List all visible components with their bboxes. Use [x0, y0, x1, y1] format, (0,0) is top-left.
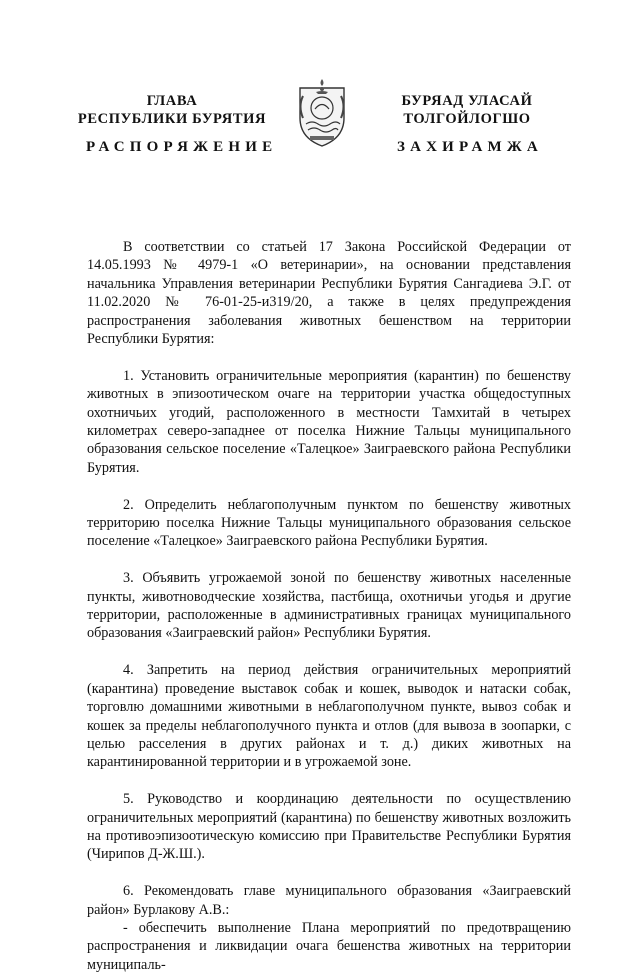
document-type-bua: ЗАХИРАМЖА — [397, 139, 543, 155]
document-header — [0, 0, 640, 170]
issuer-title-bua-line2: ТОЛГОЙЛОГШО — [403, 111, 531, 127]
order-item-2: 2. Определить неблагополучным пунктом по бешенству животных территорию поселка Нижние Тальцы муниципального образования сельское поселение «Талецкое» Заиграевского района Республики Бурятия. — [87, 496, 571, 550]
order-item-4: 4. Запретить на период действия ограничительных мероприятий (карантина) проведение выставок собак и кошек, выводок и натаски собак, торговлю домашними животными в неблагополучном пункте, вывоз собак и кошек за пределы неблагополучного пункта и отлов (для вывоза в зоопарки, с целью расселения в других районах и т. д.) диких животных на карантинированной территории и в угрожаемой зоне. — [87, 662, 571, 771]
order-item-1: 1. Установить ограничительные мероприятия (карантин) по бешенству животных в эпизоотическом очаге на территории участка общедоступных охотничьих угодий, расположенного в местности Тамхитай в четырех километрах северо-западнее от поселка Нижние Тальцы муниципального образования сельское поселение «Талецкое» Заиграевского района Республики Бурятия. — [87, 367, 571, 476]
issuer-title-ru — [72, 92, 272, 128]
document-type-ru: РАСПОРЯЖЕНИЕ — [86, 139, 278, 155]
issuer-title-bua — [372, 92, 562, 128]
order-item-6: 6. Рекомендовать главе муниципального образования «Заиграевский район» Бурлакову А.В.: — [87, 883, 571, 918]
issuer-title-bua-line1: БУРЯАД УЛАСАЙ — [401, 93, 533, 109]
coat-of-arms-icon — [294, 78, 350, 148]
issuer-title-ru-line1: ГЛАВА — [146, 93, 198, 109]
document-body — [87, 238, 571, 974]
issuer-title-ru-line2: РЕСПУБЛИКИ БУРЯТИЯ — [77, 111, 267, 127]
preamble-paragraph: В соответствии со статьей 17 Закона Российской Федерации от 14.05.1993 № 4979-1 «О ветеринарии», на основании представления начальника Управления ветеринарии Республики Бурятия Сангадиева Э.Г. от 11.02.2020 № 76-01-25-и319/20, а также в целях предупреждения распространения заболевания животных бешенством на территории Республики Бурятия: — [87, 239, 571, 348]
order-item-3: 3. Объявить угрожаемой зоной по бешенству животных населенные пункты, животноводческие хозяйства, пастбища, охотничьи угодья и другие территории, расположенные в административных границах муниципального образования «Заиграевский район» Республики Бурятия. — [87, 570, 571, 642]
order-item-6-subitem-1: - обеспечить выполнение Плана мероприятий по предотвращению распространения и ликвидации очага бешенства животных на территории муниципаль- — [87, 919, 571, 973]
order-item-5: 5. Руководство и координацию деятельности по осуществлению ограничительных мероприятий (карантина) по бешенству животных возложить на противоэпизоотическую комиссию при Правительстве Республики Бурятия (Чирипов Д-Ж.Ш.). — [87, 791, 571, 863]
